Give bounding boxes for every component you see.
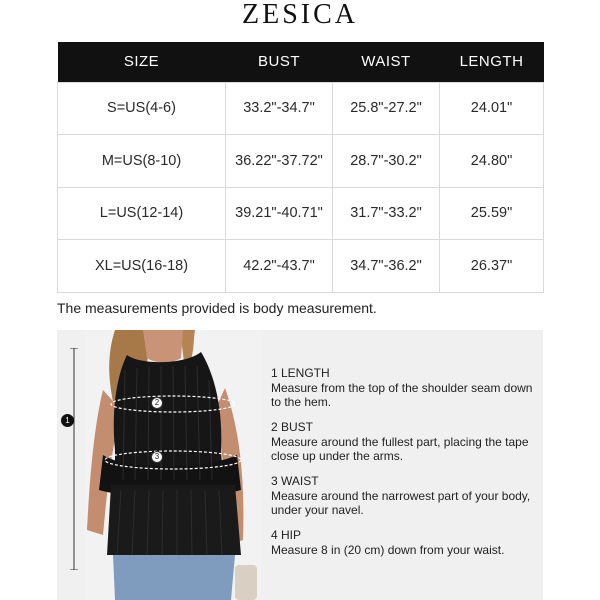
table-row [58, 187, 544, 240]
length-marker: 1 [61, 414, 74, 427]
cell-length: 24.80" [440, 135, 544, 188]
cell-length: 24.01" [440, 82, 544, 135]
guide-item-length [271, 366, 541, 410]
header-length: LENGTH [440, 42, 544, 82]
model-photo [85, 330, 261, 600]
cell-bust: 39.21"-40.71" [226, 187, 333, 240]
cell-length: 25.59" [440, 187, 544, 240]
guide-title: 1 LENGTH [271, 366, 330, 380]
table-row [58, 135, 544, 188]
cell-waist: 31.7"-33.2" [333, 187, 440, 240]
waist-marker: 3 [151, 451, 163, 463]
brand-logo: ZESICA [242, 0, 358, 30]
header-bust: BUST [226, 42, 333, 82]
table-row [58, 82, 544, 135]
measurement-note: The measurements provided is body measurement. [57, 300, 377, 316]
model-illustration [85, 330, 261, 600]
guide-description: Measure around the narrowest part of your body, under your navel. [271, 488, 531, 517]
guide-title: 4 HIP [271, 528, 302, 542]
header-size: SIZE [58, 42, 226, 82]
guide-description: Measure around the fullest part, placing the tape close up under the arms. [271, 434, 529, 463]
header-waist: WAIST [333, 42, 440, 82]
measuring-guide [271, 366, 541, 568]
guide-title: 3 WAIST [271, 474, 319, 488]
guide-description: Measure from the top of the shoulder seam down to the hem. [271, 380, 533, 409]
table-header-row [58, 42, 544, 82]
cell-waist: 25.8"-27.2" [333, 82, 440, 135]
length-ruler [66, 348, 80, 570]
bust-marker: 2 [151, 397, 163, 409]
cell-size: XL=US(16-18) [58, 240, 226, 293]
cell-size: S=US(4-6) [58, 82, 226, 135]
cell-bust: 36.22"-37.72" [226, 135, 333, 188]
cell-size: M=US(8-10) [58, 135, 226, 188]
cell-length: 26.37" [440, 240, 544, 293]
size-chart-table [57, 42, 544, 293]
cell-waist: 34.7"-36.2" [333, 240, 440, 293]
guide-item-hip [271, 528, 541, 557]
guide-item-waist [271, 474, 541, 518]
ruler-line-icon [66, 348, 80, 570]
cell-bust: 33.2"-34.7" [226, 82, 333, 135]
cell-bust: 42.2"-43.7" [226, 240, 333, 293]
table-row [58, 240, 544, 293]
guide-description: Measure 8 in (20 cm) down from your waist. [271, 542, 505, 557]
cell-waist: 28.7"-30.2" [333, 135, 440, 188]
guide-item-bust [271, 420, 541, 464]
guide-title: 2 BUST [271, 420, 314, 434]
cell-size: L=US(12-14) [58, 187, 226, 240]
